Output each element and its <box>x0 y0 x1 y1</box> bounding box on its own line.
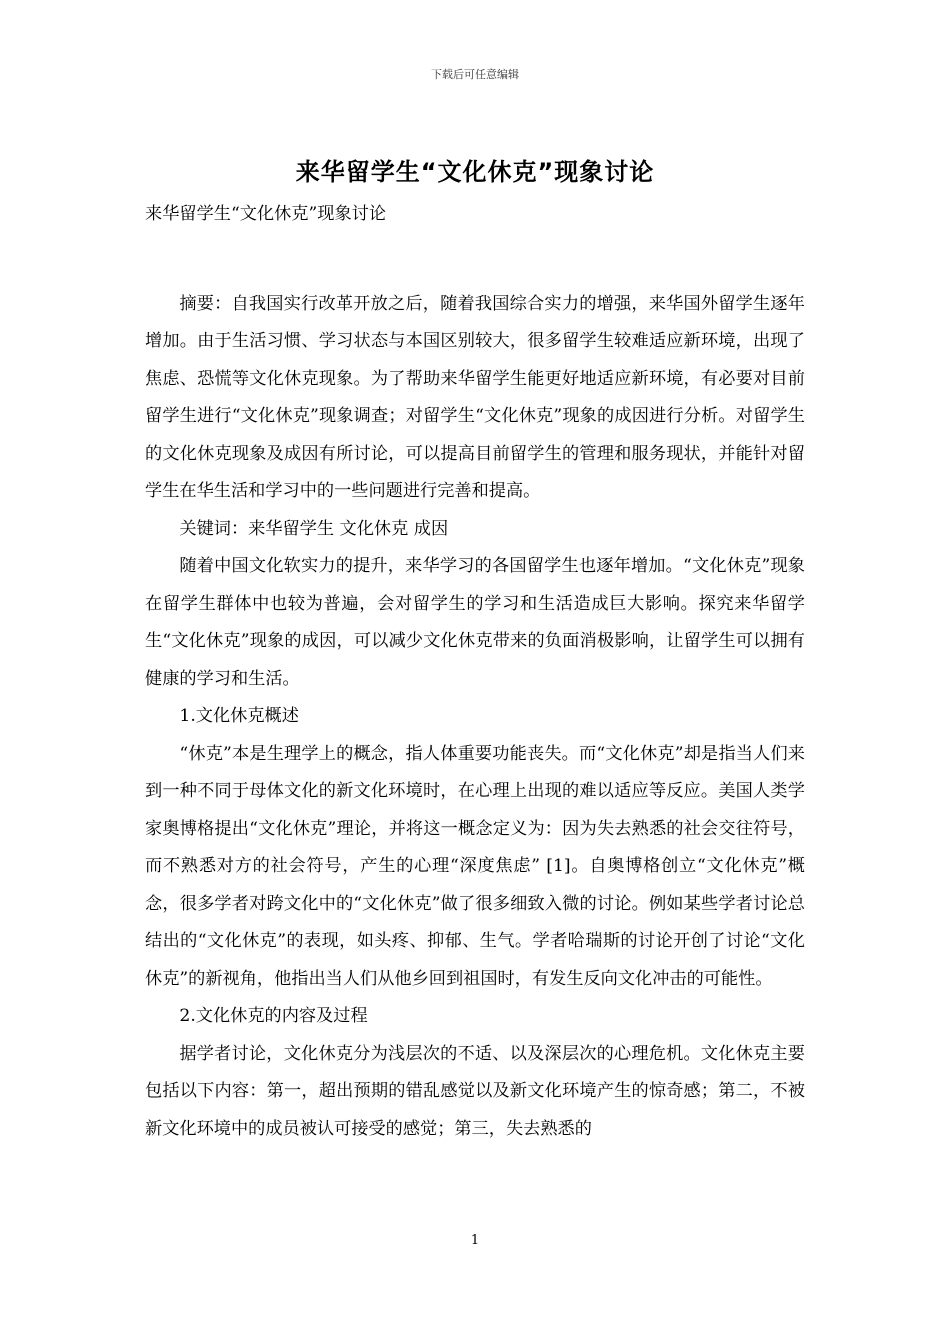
document-title: 来华留学生“文化休克”现象讨论 <box>295 158 655 186</box>
intro-paragraph: 随着中国文化软实力的提升，来华学习的各国留学生也逐年增加。“文化休克”现象在留学生群体中也较为普遍，会对留学生的学习和生活造成巨大影响。探究来华留学生“文化休克”现象的成因，可以减少文化休克带来的负面消极影响，让留学生可以拥有健康的学习和生活。 <box>145 556 805 689</box>
section-heading-2: 2.文化休克的内容及过程 <box>179 1006 368 1026</box>
section-1-paragraph: “休克”本是生理学上的概念，指人体重要功能丧失。而“文化休克”却是指当人们来到一种不同于母体文化的新文化环境时，在心理上出现的难以适应等反应。美国人类学家奥博格提出“文化休克”理论，并将这一概念定义为：因为失去熟悉的社会交往符号，而不熟悉对方的社会符号，产生的心理“深度焦虑” [1]。自奥博格创立“文化休克”概念，很多学者对跨文化中的“文化休克”做了很多细致入微的讨论。例如某些学者讨论总结出的“文化休克”的表现，如头疼、抑郁、生气。学者哈瑞斯的讨论开创了讨论“文化休克”的新视角，他指出当人们从他乡回到祖国时，有发生反向文化冲击的可能性。 <box>145 743 805 989</box>
header-note: 下载后可任意编辑 <box>431 68 519 81</box>
document-body <box>145 196 805 1148</box>
document-subtitle: 来华留学生“文化休克”现象讨论 <box>145 204 387 224</box>
keywords-line: 关键词：来华留学生 文化休克 成因 <box>179 518 449 539</box>
page-number: 1 <box>470 1233 480 1248</box>
blank-line <box>145 234 805 286</box>
section-heading-1: 1.文化休克概述 <box>179 706 299 726</box>
abstract-paragraph: 摘要：自我国实行改革开放之后，随着我国综合实力的增强，来华国外留学生逐年增加。由于生活习惯、学习状态与本国区别较大，很多留学生较难适应新环境，出现了焦虑、恐慌等文化休克现象。为了帮助来华留学生能更好地适应新环境，有必要对目前留学生进行“文化休克”现象调查；对留学生“文化休克”现象的成因进行分析。对留学生的文化休克现象及成因有所讨论，可以提高目前留学生的管理和服务现状，并能针对留学生在华生活和学习中的一些问题进行完善和提高。 <box>145 293 805 501</box>
section-2-paragraph: 据学者讨论，文化休克分为浅层次的不适、以及深层次的心理危机。文化休克主要包括以下内容：第一，超出预期的错乱感觉以及新文化环境产生的惊奇感；第二，不被新文化环境中的成员被认可接受的感觉；第三，失去熟悉的 <box>145 1043 805 1139</box>
